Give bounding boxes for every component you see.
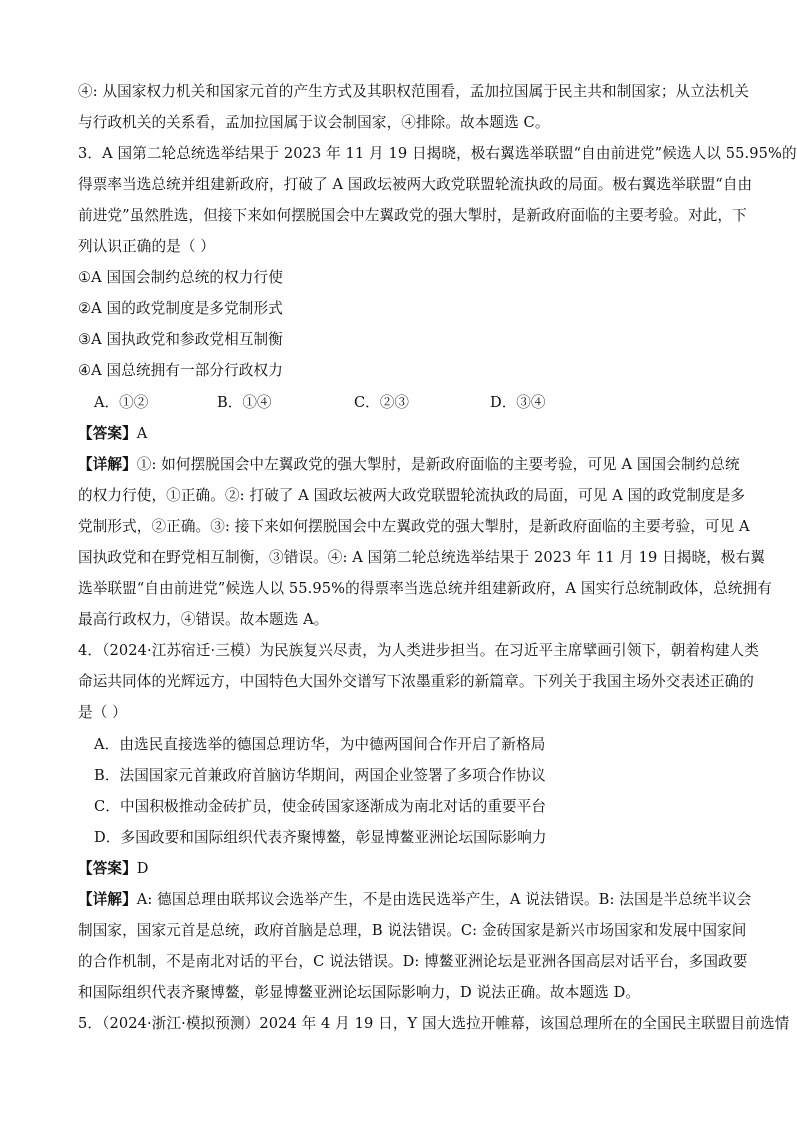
detail-text: ①: 如何摆脱国会中左翼政党的强大掣肘，是新政府面临的主要考验，可见 A 国国会制约总统 [136, 456, 740, 473]
question-3-detail: 国执政党和在野党相互制衡，③错误。④: A 国第二轮总统选举结果于 2023 年 11 月 19 日揭晓，极右翼 [78, 549, 766, 566]
question-3-stem: 前进党”虽然胜选，但接下来如何摆脱国会中左翼政党的强大掣肘，是新政府面临的主要考验。对此，下 [78, 207, 747, 224]
question-4-detail: 和国际组织代表齐聚博鳌，彰显博鳌亚洲论坛国际影响力，D 说法正确。故本题选 D。 [78, 984, 641, 1001]
option-d: D．③④ [490, 394, 546, 411]
question-3-stem: 列认识正确的是（ ） [78, 238, 215, 255]
question-4-detail: 的合作机制，不是南北对话的平台，C 说法错误。D: 博鳌亚洲论坛是亚洲各国高层对话平台，多国政要 [78, 953, 748, 970]
question-3-detail: 最高行政权力，④错误。故本题选 A。 [78, 611, 329, 628]
option-c: C．中国积极推动金砖扩员，使金砖国家逐渐成为南北对话的重要平台 [94, 798, 547, 815]
question-4-stem: 4．（2024·江苏宿迁·三模）为民族复兴尽责，为人类进步担当。在习近平主席擘画引领下，朝着构建人类 [78, 642, 759, 659]
answer-value: D [136, 860, 149, 877]
question-3-stem: 3．A 国第二轮总统选举结果于 2023 年 11 月 19 日揭晓，极右翼选举联盟“自由前进党”候选人以 55.95%的 [78, 145, 797, 162]
question-3-detail: 党制形式，②正确。③: 接下来如何摆脱国会中左翼政党的强大掣肘，是新政府面临的主要考验，可见 A [78, 518, 750, 535]
question-4-detail: 制国家，国家元首是总统，政府首脑是总理，B 说法错误。C: 金砖国家是新兴市场国家和发展中国家间 [78, 922, 747, 939]
question-3-options [94, 393, 654, 413]
text-line: 与行政机关的关系看，孟加拉国属于议会制国家，④排除。故本题选 C。 [78, 114, 550, 131]
detail-text: A: 德国总理由联邦议会选举产生，不是由选民选举产生，A 说法错误。B: 法国是半总统半议会 [136, 891, 752, 908]
option-b: B．法国国家元首兼政府首脑访华期间，两国企业签署了多项合作协议 [94, 767, 546, 784]
question-3-answer [78, 424, 718, 444]
answer-label: 【答案】 [78, 860, 137, 877]
question-3-stem: 得票率当选总统并组建新政府，打破了 A 国政坛被两大政党联盟轮流执政的局面。极右翼选举联盟“自由 [78, 176, 753, 193]
option-b: B．①④ [217, 394, 272, 411]
question-3-detail [78, 455, 740, 475]
answer-label: 【答案】 [78, 425, 137, 442]
statement-2: ②A 国的政党制度是多党制形式 [78, 300, 283, 317]
statement-3: ③A 国执政党和参政党相互制衡 [78, 331, 283, 348]
detail-label: 【详解】 [78, 456, 137, 473]
question-4-detail [78, 890, 752, 910]
question-4-stem: 命运共同体的光辉远方，中国特色大国外交谱写下浓墨重彩的新篇章。下列关于我国主场外交表述正确的 [78, 673, 754, 690]
option-a: A．由选民直接选举的德国总理访华，为中德两国间合作开启了新格局 [94, 736, 546, 753]
text-line: ④: 从国家权力机关和国家元首的产生方式及其职权范围看，孟加拉国属于民主共和制国家；从立法机关 [78, 83, 749, 100]
question-5-stem: 5．（2024·浙江·模拟预测）2024 年 4 月 19 日，Y 国大选拉开帷幕，该国总理所在的全国民主联盟目前选情 [78, 1015, 790, 1032]
question-4-stem: 是（ ） [78, 704, 127, 721]
statement-4: ④A 国总统拥有一部分行政权力 [78, 362, 283, 379]
question-3-detail: 的权力行使，①正确。②: 打破了 A 国政坛被两大政党联盟轮流执政的局面，可见 A 国的政党制度是多 [78, 487, 746, 504]
question-4-answer [78, 859, 718, 879]
statement-1: ①A 国国会制约总统的权力行使 [78, 269, 283, 286]
answer-value: A [136, 425, 148, 442]
option-d: D．多国政要和国际组织代表齐聚博鳌，彰显博鳌亚洲论坛国际影响力 [94, 829, 547, 846]
question-3-detail: 选举联盟“自由前进党”候选人以 55.95%的得票率当选总统并组建新政府，A 国实行总统制政体，总统拥有 [78, 580, 772, 597]
option-a: A．①② [94, 394, 149, 411]
option-c: C．②③ [354, 394, 409, 411]
detail-label: 【详解】 [78, 891, 137, 908]
